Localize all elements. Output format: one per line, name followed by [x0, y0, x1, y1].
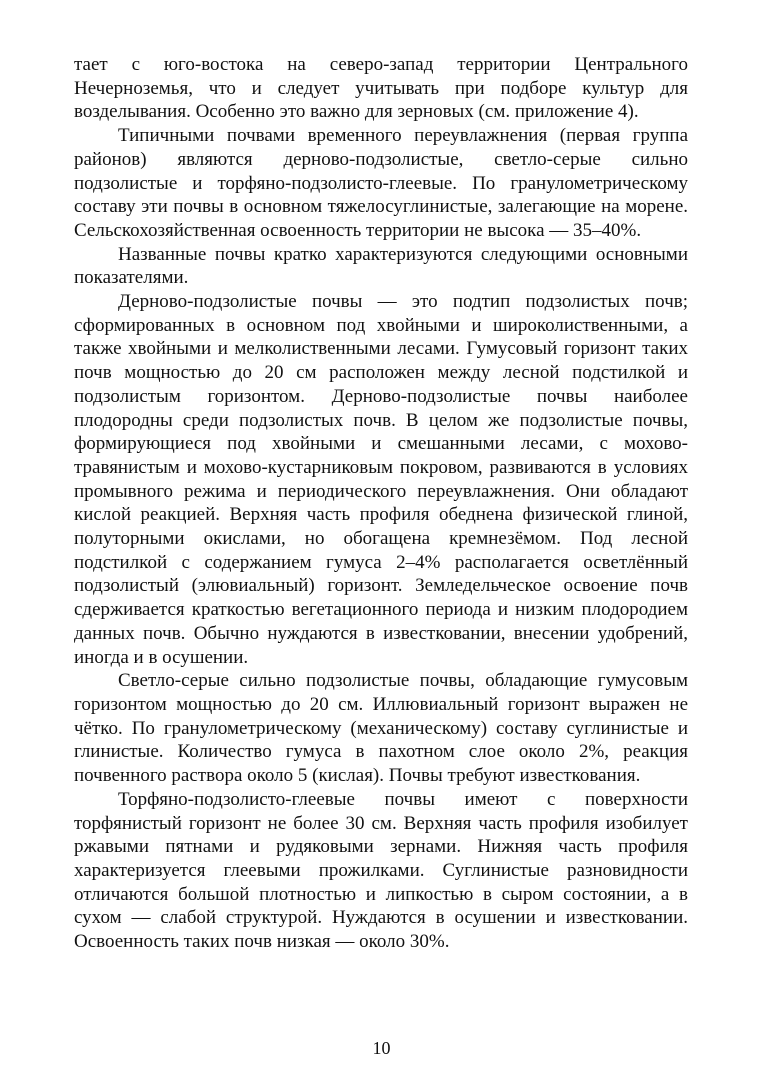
paragraph-2: Типичными почвами временного переувлажнения (первая группа районов) являются дерново-подзолистые, светло-серые сильно подзолистые и торфяно-подзолисто-глеевые. По гранулометрическому составу эти почвы в основном тяжелосуглинистые, залегающие на морене. Сельскохозяйственная освоенность территории не высока — 35–40%.	[74, 125, 688, 241]
page-body	[74, 53, 688, 954]
page-number: 10	[372, 1038, 391, 1058]
paragraph-4: Дерново-подзолистые почвы — это подтип подзолистых почв; сформированных в основном под хвойными и широколиственными, а также хвойными и мелколиственными лесами. Гумусовый горизонт таких почв мощностью до 20 см расположен между лесной подстилкой и подзолистым горизонтом. Дерново-подзолистые почвы наиболее плодородны среди подзолистых почв. В целом же подзолистые почвы, формирующиеся под хвойными и смешанными лесами, с мохово-травянистым и мохово-кустарниковым покровом, развиваются в условиях промывного режима и периодического переувлажнения. Они обладают кислой реакцией. Верхняя часть профиля обеднена физической глиной, полуторными окислами, но обогащена кремнезёмом. Под лесной подстилкой с содержанием гумуса 2–4% располагается осветлённый подзолистый (элювиальный) горизонт. Земледельческое освоение почв сдерживается краткостью вегетационного периода и низким плодородием данных почв. Обычно нуждаются в известковании, внесении удобрений, иногда и в осушении.	[74, 291, 688, 668]
paragraph-1: тает с юго-востока на северо-запад территории Центрального Нечерноземья, что и следует учитывать при подборе культур для возделывания. Особенно это важно для зерновых (см. приложение 4).	[74, 54, 688, 123]
paragraph-6: Торфяно-подзолисто-глеевые почвы имеют с поверхности торфянистый горизонт не более 30 см. Верхняя часть профиля изобилует ржавыми пятнами и рудяковыми зернами. Нижняя часть профиля характеризуется глеевыми прожилками. Суглинистые разновидности отличаются большой плотностью и липкостью в сыром состоянии, а в сухом — слабой структурой. Нуждаются в осушении и известковании. Освоенность таких почв низкая — около 30%.	[74, 788, 688, 953]
paragraph-3: Названные почвы кратко характеризуются следующими основными показателями.	[74, 243, 688, 289]
paragraph-5: Светло-серые сильно подзолистые почвы, обладающие гумусовым горизонтом мощностью до 20 см. Иллювиальный горизонт выражен не чётко. По гранулометрическому (механическому) составу суглинистые и глинистые. Количество гумуса в пахотном слое около 2%, реакция почвенного раствора около 5 (кислая). Почвы требуют известкования.	[74, 670, 688, 787]
